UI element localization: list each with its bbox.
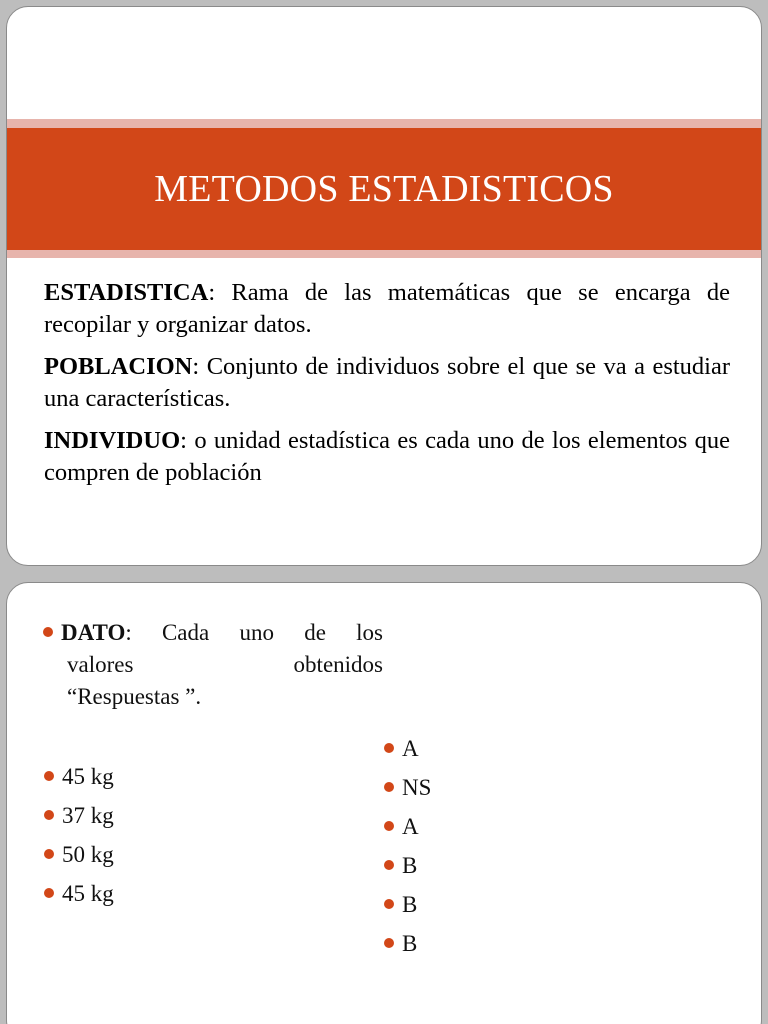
dato-line-3: “Respuestas ”.: [67, 684, 202, 709]
list-item: [44, 874, 114, 913]
dato-line-1: [43, 617, 383, 649]
dato-definition: [43, 617, 383, 713]
title-stripe-top: [7, 119, 761, 128]
list-item-text: 45 kg: [62, 764, 114, 789]
definition-estadistica: [44, 277, 730, 341]
responses-list: [384, 729, 431, 963]
list-item-text: A: [402, 736, 419, 761]
title-bar: [7, 128, 761, 250]
list-item-text: B: [402, 892, 418, 917]
weights-list: [44, 757, 114, 913]
slide-title: METODOS ESTADISTICOS: [154, 168, 614, 210]
bullet-icon: [384, 743, 394, 753]
list-item: [44, 796, 114, 835]
list-item-text: A: [402, 814, 419, 839]
definition-term: POBLACION: [44, 353, 193, 380]
slide-2: [6, 582, 762, 1024]
list-item-text: 50 kg: [62, 842, 114, 867]
list-item-text: B: [402, 853, 418, 878]
bullet-icon: [384, 938, 394, 948]
list-item: [384, 924, 431, 963]
definition-term: INDIVIDUO: [44, 427, 181, 454]
list-item-text: 45 kg: [62, 881, 114, 906]
slide-1: [6, 6, 762, 566]
list-item-text: B: [402, 931, 418, 956]
definition-separator: :: [208, 279, 232, 306]
bullet-icon: [44, 771, 54, 781]
definition-individuo: [44, 425, 730, 489]
definition-separator: :: [180, 427, 195, 454]
bullet-icon: [43, 627, 53, 637]
title-stripe-bottom: [7, 250, 761, 258]
dato-text-1: : Cada uno de los: [125, 620, 383, 645]
list-item: [384, 729, 431, 768]
definition-term: ESTADISTICA: [44, 279, 209, 306]
definition-text: Conjunto de individuos sobre el que se va a estudiar una características.: [44, 353, 731, 412]
bullet-icon: [44, 849, 54, 859]
dato-term: DATO: [61, 620, 126, 645]
definition-separator: :: [192, 353, 207, 380]
definition-text: Rama de las matemáticas que se encarga de recopilar y organizar datos.: [44, 279, 730, 338]
list-item: [384, 768, 431, 807]
definition-text: o unidad estadística es cada uno de los elementos que compren de población: [44, 427, 730, 486]
list-item: [384, 846, 431, 885]
bullet-icon: [384, 821, 394, 831]
bullet-icon: [44, 888, 54, 898]
list-item: [384, 885, 431, 924]
definitions: [44, 277, 730, 499]
list-item: [384, 807, 431, 846]
dato-line-2: valores obtenidos: [67, 652, 383, 677]
list-item: [44, 835, 114, 874]
bullet-icon: [44, 810, 54, 820]
bullet-icon: [384, 899, 394, 909]
bullet-icon: [384, 782, 394, 792]
definition-poblacion: [44, 351, 730, 415]
bullet-icon: [384, 860, 394, 870]
list-item: [44, 757, 114, 796]
list-item-text: 37 kg: [62, 803, 114, 828]
list-item-text: NS: [402, 775, 432, 800]
